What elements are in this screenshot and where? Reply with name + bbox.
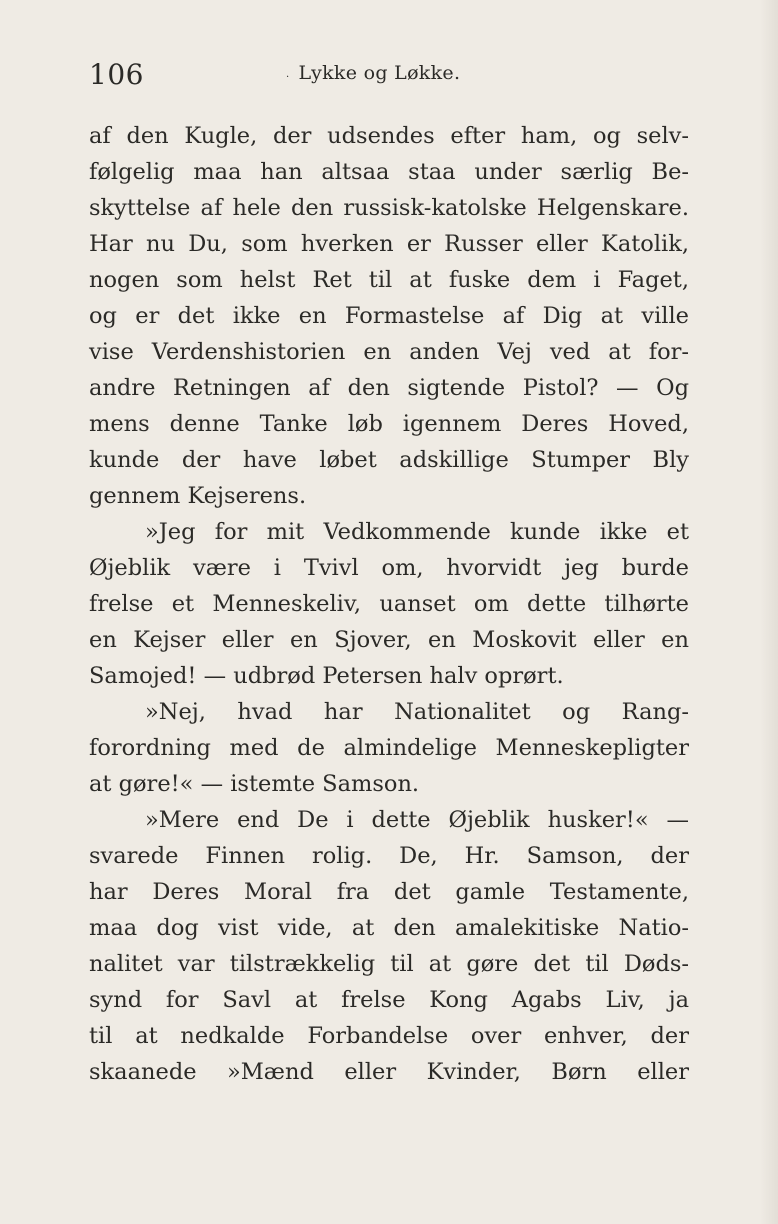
text-line: vise Verdenshistorien en anden Vej ved at for-	[89, 339, 689, 365]
text-line: og er det ikke en Formastelse af Dig at ville	[89, 303, 689, 329]
text-line: at gøre!« — istemte Samson.	[89, 771, 420, 797]
page-edge-shadow	[760, 0, 778, 1224]
text-line: af den Kugle, der udsendes efter ham, og selv-	[89, 123, 689, 149]
text-line: Øjeblik være i Tvivl om, hvorvidt jeg burde	[89, 555, 689, 581]
text-line: Samojed! — udbrød Petersen halv oprørt.	[89, 663, 564, 689]
text-line: nalitet var tilstrækkelig til at gøre det til Døds-	[89, 951, 689, 977]
text-line: »Nej, hvad har Nationalitet og Rang-	[145, 699, 689, 725]
text-line: har Deres Moral fra det gamle Testamente,	[89, 879, 689, 905]
text-line: Har nu Du, som hverken er Russer eller Katolik,	[89, 231, 689, 257]
text-line: gennem Kejserens.	[89, 483, 307, 509]
body-text	[89, 118, 689, 1090]
header-dot-ornament: .	[286, 68, 290, 80]
text-line: en Kejser eller en Sjover, en Moskovit eller en	[89, 627, 689, 653]
text-line: forordning med de almindelige Menneskepligter	[89, 735, 689, 761]
running-title-text: Lykke og Løkke.	[298, 62, 461, 84]
text-line: kunde der have løbet adskillige Stumper Bly	[89, 447, 689, 473]
text-line: »Mere end De i dette Øjeblik husker!« —	[145, 807, 689, 833]
text-line: skaanede »Mænd eller Kvinder, Børn eller	[89, 1059, 689, 1085]
text-line: maa dog vist vide, at den amalekitiske Natio-	[89, 915, 689, 941]
text-line: »Jeg for mit Vedkommende kunde ikke et	[145, 519, 689, 545]
text-line: følgelig maa han altsaa staa under særlig Be-	[89, 159, 689, 185]
page-number: 106	[89, 58, 144, 91]
text-line: mens denne Tanke løb igennem Deres Hoved,	[89, 411, 689, 437]
text-line: til at nedkalde Forbandelse over enhver, der	[89, 1023, 689, 1049]
text-line: nogen som helst Ret til at fuske dem i Faget,	[89, 267, 689, 293]
text-line: andre Retningen af den sigtende Pistol? — Og	[89, 375, 689, 401]
text-line: svarede Finnen rolig. De, Hr. Samson, der	[89, 843, 689, 869]
text-line: skyttelse af hele den russisk-katolske Helgenskare.	[89, 195, 689, 221]
running-title	[286, 62, 460, 84]
text-line: synd for Savl at frelse Kong Agabs Liv, ja	[89, 987, 689, 1013]
text-line: frelse et Menneskeliv, uanset om dette tilhørte	[89, 591, 689, 617]
page-header	[0, 56, 778, 96]
